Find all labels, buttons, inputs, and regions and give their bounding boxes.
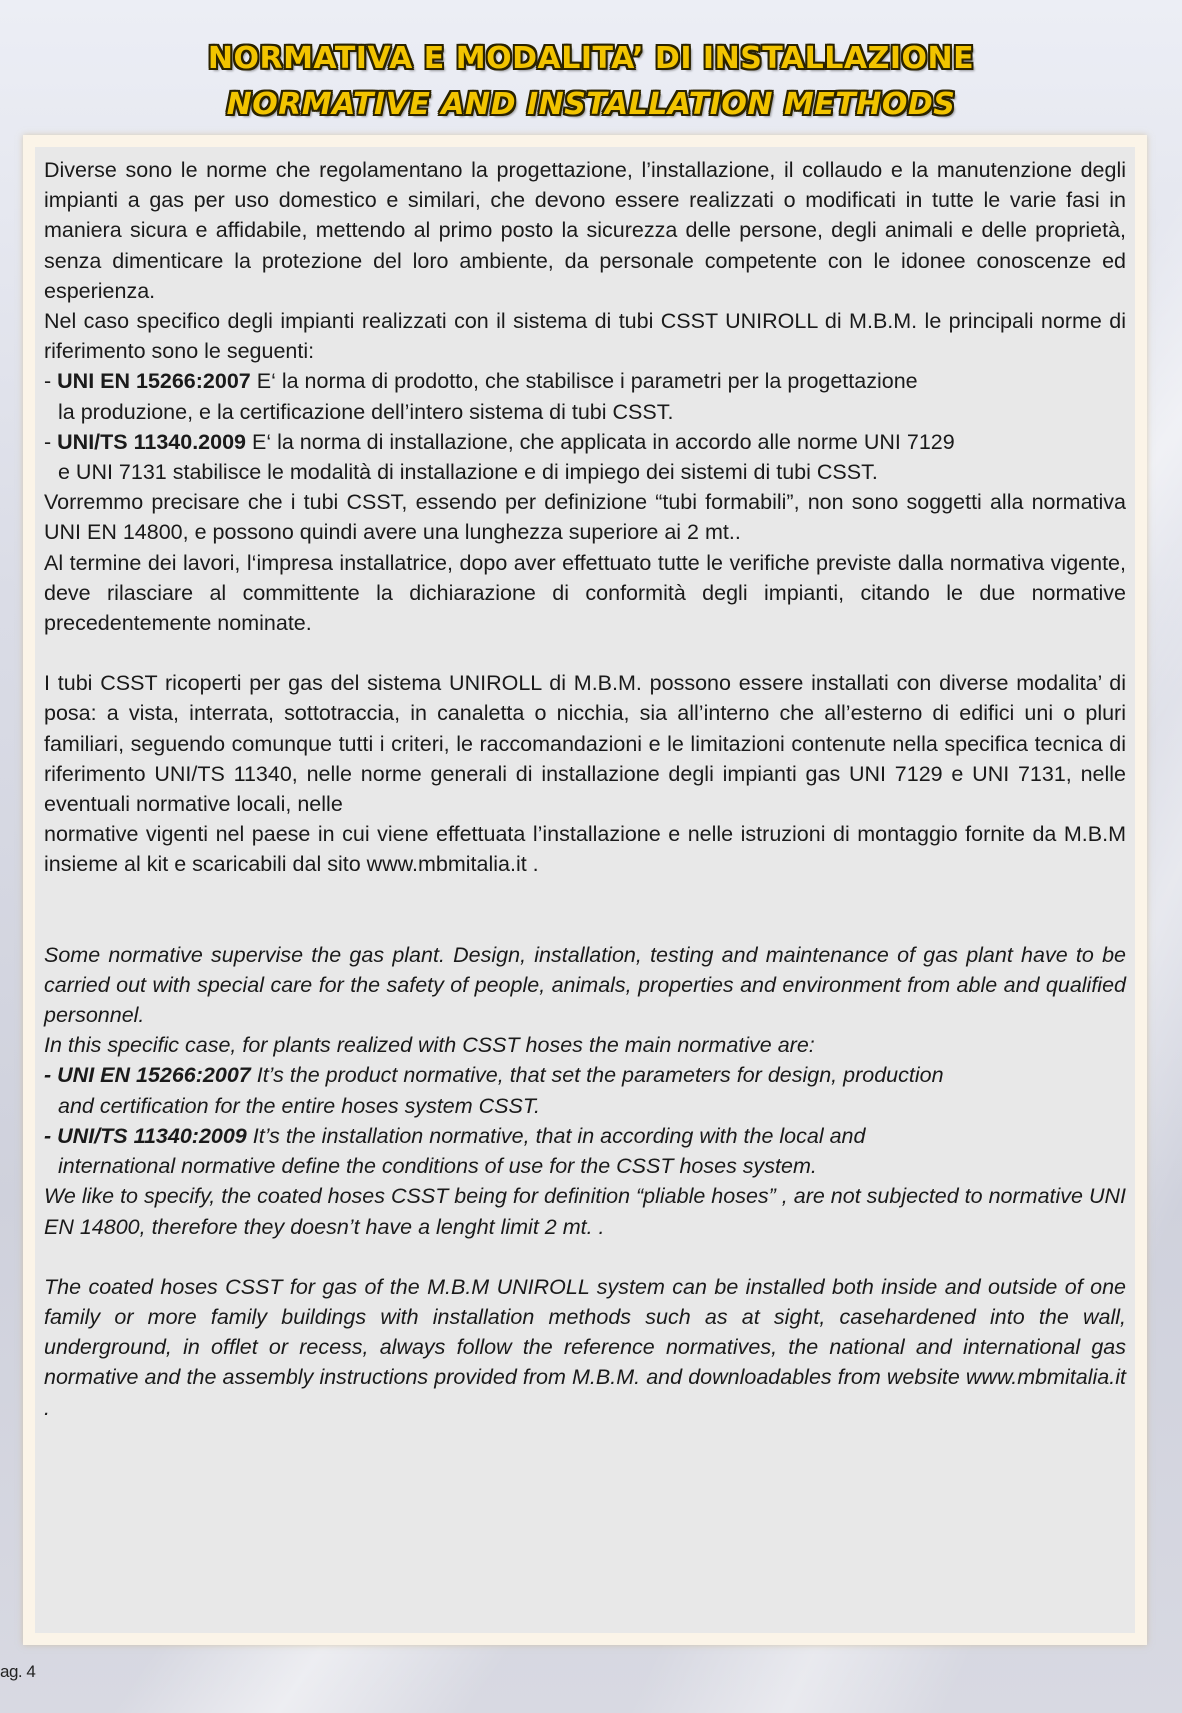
it-item-1-text: E‘ la norma di prodotto, che stabilisce i parametri per la progettazione	[250, 369, 918, 394]
en-norm-item-2-continuation: international normative define the conditions of use for the CSST hoses system.	[58, 1154, 817, 1179]
en-item-2-code: UNI/TS 11340:2009	[57, 1123, 247, 1148]
en-norm-item-1-continuation: and certification for the entire hoses system CSST.	[58, 1093, 540, 1118]
en-item-2-text: It’s the installation normative, that in according with the local and	[246, 1123, 866, 1148]
en-paragraph-1: Some normative supervise the gas plant. Design, installation, testing and maintenance of gas plant have to be carried out with special care for the safety of people, animals, properties and environment from able and qualified personnel.	[44, 942, 1126, 1028]
spacer	[44, 638, 1126, 668]
en-item-1-prefix: -	[44, 1063, 58, 1088]
en-norm-item-1	[44, 1060, 1126, 1090]
en-paragraph-4: The coated hoses CSST for gas of the M.B.M UNIROLL system can be installed both inside and outside of one family or more family buildings with installation methods such as at sight, casehardened into the wall, underground, in offlet or recess, always follow the reference normatives, the national and international gas normative and the assembly instructions provided from M.B.M. and downloadables from website www.mbmitalia.it .	[44, 1274, 1126, 1420]
spacer	[44, 1242, 1126, 1272]
it-paragraph-3: Vorremmo precisare che i tubi CSST, essendo per definizione “tubi formabili”, non sono soggetti alla normativa UNI EN 14800, e possono quindi avere una lunghezza superiore ai 2 mt..	[44, 490, 1126, 545]
it-paragraph-5: I tubi CSST ricoperti per gas del sistema UNIROLL di M.B.M. possono essere installati con diverse modalita’ di posa: a vista, interrata, sottotraccia, in canaletta o nicchia, sia all’interno che all’esterno di edifici uni o pluri familiari, seguendo comunque tutti i criteri, le raccomandazioni e le limitazioni contenute nella specifica tecnica di riferimento UNI/TS 11340, nelle norme generali di installazione degli impianti gas UNI 7129 e UNI 7131, nelle eventuali normative locali, nelle	[44, 671, 1126, 817]
title-english: NORMATIVE AND INSTALLATION METHODS	[226, 87, 956, 122]
spacer	[44, 880, 1126, 940]
it-item-2-prefix: -	[44, 429, 58, 454]
en-paragraph-2: In this specific case, for plants realized with CSST hoses the main normative are:	[44, 1033, 815, 1058]
en-item-2-prefix: -	[44, 1123, 58, 1148]
title-italian: NORMATIVA E MODALITA’ DI INSTALLAZIONE	[207, 41, 975, 76]
it-item-2-text: E‘ la norma di installazione, che applicata in accordo alle norme UNI 7129	[246, 429, 955, 454]
it-norm-item-1	[44, 366, 1126, 396]
page-header	[0, 36, 1182, 128]
it-paragraph-5b: normative vigenti nel paese in cui viene effettuata l’installazione e nelle istruzioni di montaggio fornite da M.B.M insieme al kit e scaricabili dal sito www.mbmitalia.it .	[44, 822, 1126, 877]
it-item-1-prefix: -	[44, 369, 58, 394]
en-item-1-code: UNI EN 15266:2007	[57, 1063, 251, 1088]
it-item-1-code: UNI EN 15266:2007	[57, 369, 251, 394]
en-item-1-text: It’s the product normative, that set the parameters for design, production	[250, 1063, 944, 1088]
it-paragraph-1: Diverse sono le norme che regolamentano la progettazione, l’installazione, il collaudo e la manutenzione degli impianti a gas per uso domestico e similari, che devono essere realizzati o modificati in tutte le varie fasi in maniera sicura e affidabile, mettendo al primo posto la sicurezza delle persone, degli animali e delle proprietà, senza dimenticare la protezione del loro ambiente, da personale competente con le idonee conoscenze ed esperienza.	[44, 158, 1126, 303]
italian-section	[44, 155, 1126, 880]
page-number: ag. 4	[0, 1662, 36, 1681]
it-paragraph-4: Al termine dei lavori, l‘impresa installatrice, dopo aver effettuato tutte le verifiche previste dalla normativa vigente, deve rilasciare al committente la dichiarazione di conformità degli impianti, citando le due normative precedentemente nominate.	[44, 550, 1126, 636]
it-item-2-code: UNI/TS 11340.2009	[57, 429, 246, 454]
en-paragraph-3: We like to specify, the coated hoses CSST being for definition “pliable hoses” , are not subjected to normative UNI EN 14800, therefore they doesn’t have a lenght limit 2 mt. .	[44, 1184, 1126, 1239]
it-norm-item-2	[44, 427, 1126, 457]
it-norm-item-2-continuation: e UNI 7131 stabilisce le modalità di installazione e di impiego dei sistemi di tubi CSST.	[58, 460, 878, 485]
en-norm-item-2	[44, 1121, 1126, 1151]
content-body	[44, 155, 1126, 1423]
it-paragraph-2: Nel caso specifico degli impianti realizzati con il sistema di tubi CSST UNIROLL di M.B.M. le principali norme di riferimento sono le seguenti:	[44, 309, 1126, 364]
it-norm-item-1-continuation: la produzione, e la certificazione dell’intero sistema di tubi CSST.	[58, 399, 674, 424]
english-section	[44, 940, 1126, 1423]
